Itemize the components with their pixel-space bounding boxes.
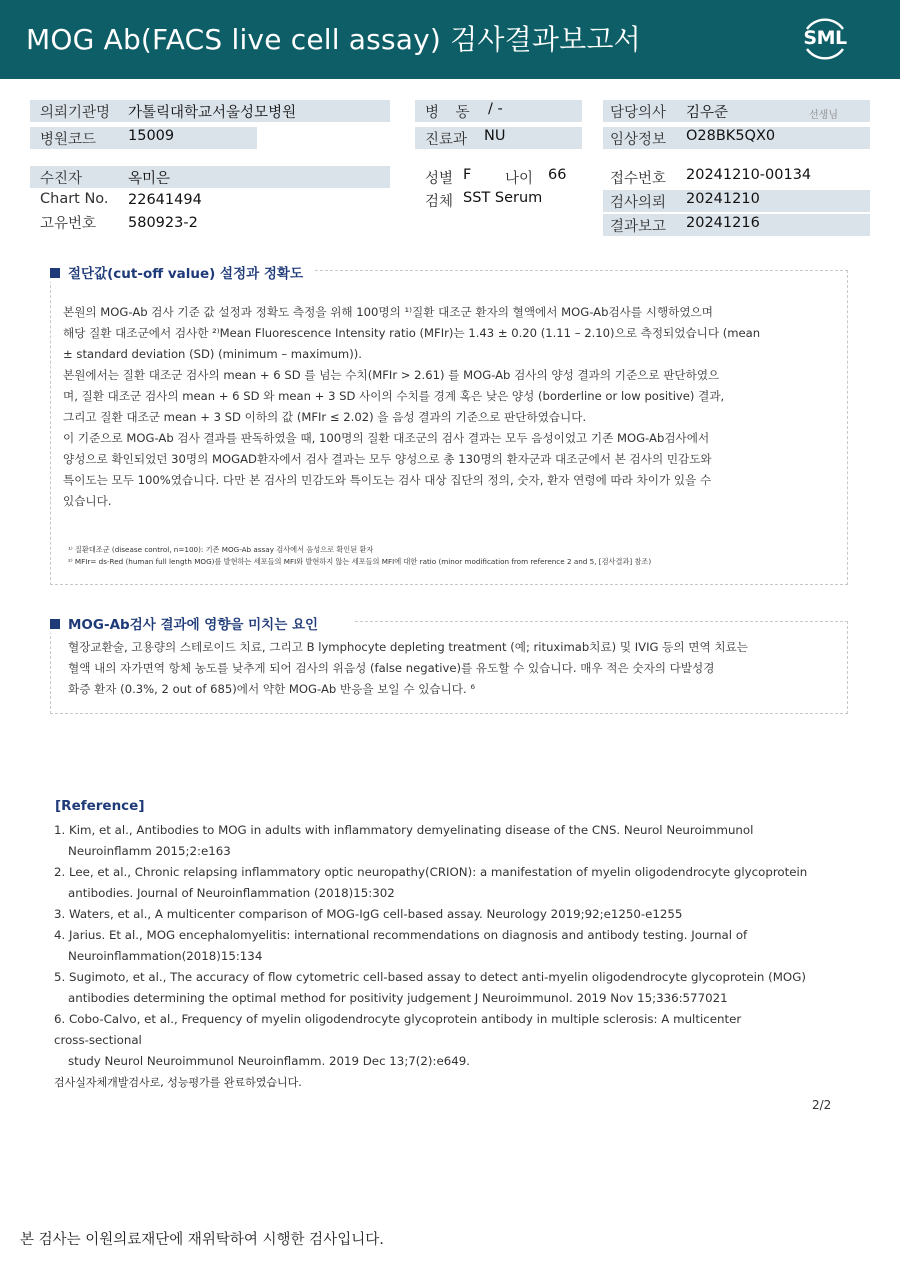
section-bullet-icon [50, 268, 60, 278]
cutoff-section-body [63, 302, 760, 512]
cutoff-section-title [50, 262, 313, 282]
paragraph-line: 본원에서는 질환 대조군 검사의 mean + 6 SD 를 넘는 수치(MFIr > 2.61) 를 MOG-Ab 검사의 양성 결과의 기준으로 판단하였으 [63, 368, 720, 382]
reference-item-cont: study Neurol Neuroimmunol Neuroinflamm. 2019 Dec 13;7(2):e649. [68, 1054, 471, 1068]
request-value: 20241210 [686, 191, 760, 207]
reference-list [54, 820, 807, 1072]
reference-item: 3. Waters, et al., A multicenter comparison of MOG-IgG cell-based assay. Neurology 2019;92;e1250-e1255 [54, 907, 683, 921]
paragraph-line: 이 기준으로 MOG-Ab 검사 결과를 판독하였을 때, 100명의 질환 대조군의 검사 결과는 모두 음성이었고 기존 MOG-Ab검사에서 [63, 431, 710, 445]
paragraph-line: 있습니다. [63, 494, 112, 508]
reference-title: [Reference] [55, 798, 145, 814]
reference-item-cont: antibodies. Journal of Neuroinflammation (2018)15:302 [68, 886, 395, 900]
reference-item-cont: antibodies determining the optimal method for positivity judgement J Neuroimmunol. 2019 Nov 15;336:577021 [68, 991, 728, 1005]
factors-section-title [50, 613, 328, 633]
reference-item-cont: cross-sectional [54, 1033, 142, 1047]
ward-label: 병 동 [425, 105, 476, 121]
institution-label: 의뢰기관명 [40, 105, 111, 121]
cutoff-section-top-border [300, 270, 848, 271]
sex-label: 성별 [425, 171, 454, 187]
paragraph-line: 혈장교환술, 고용량의 스테로이드 치료, 그리고 B lymphocyte depleting treatment (예; rituximab치료) 및 IVIG 등의 면역 치료는 [68, 640, 748, 654]
paragraph-line: 며, 질환 대조군 검사의 mean + 6 SD 와 mean + 3 SD 사이의 수치를 경계 혹은 낮은 양성 (borderline or low positive) 결과, [63, 389, 725, 403]
sml-logo-icon [798, 12, 852, 66]
reference-item: 4. Jarius. Et al., MOG encephalomyelitis: international recommendations on diagnosis and antibody testing. Journal of [54, 928, 748, 942]
footnote-2: ²⁾ MFIr= ds-Red (human full length MOG)를 발현하는 세포들의 MFI와 발현하지 않는 세포들의 MFI에 대한 ratio (minor modification from reference 2 and 5, [검사결과] 참조) [68, 557, 652, 566]
logo-text: SML [803, 27, 847, 49]
receipt-label: 접수번호 [610, 171, 667, 187]
hospital-code-value: 15009 [128, 128, 175, 144]
receipt-value: 20241210-00134 [686, 167, 812, 183]
page-number: 2/2 [812, 1098, 832, 1112]
paragraph-line: 양성으로 확인되었던 30명의 MOGAD환자에서 검사 결과는 모두 양성으로 총 130명의 환자군과 대조군에서 본 검사의 민감도와 [63, 452, 712, 466]
section-bullet-icon [50, 619, 60, 629]
patient-value: 옥미은 [128, 171, 171, 187]
patient-label: 수진자 [40, 171, 83, 187]
clinical-value: O28BK5QX0 [686, 128, 776, 144]
patient-row-bg [30, 166, 390, 188]
doctor-suffix: 선생님 [809, 110, 838, 121]
specimen-value: SST Serum [463, 190, 543, 206]
cutoff-section-title-text: 절단값(cut-off value) 설정과 정확도 [68, 266, 303, 282]
certification-note: 검사실자체개발검사로, 성능평가를 완료하였습니다. [54, 1076, 302, 1089]
dept-value: NU [484, 128, 506, 144]
uid-label: 고유번호 [40, 216, 97, 232]
doctor-label: 담당의사 [610, 105, 667, 121]
sex-value: F [463, 167, 472, 183]
reference-item: 5. Sugimoto, et al., The accuracy of flow cytometric cell-based assay to detect anti-myelin oligodendrocyte glycoprotein (MOG) [54, 970, 806, 984]
reference-item: 2. Lee, et al., Chronic relapsing inflammatory optic neuropathy(CRION): a manifestation of myelin oligodendrocyte glycoprotein [54, 865, 808, 879]
request-label: 검사의뢰 [610, 195, 667, 211]
specimen-label: 검체 [425, 194, 454, 210]
paragraph-line: 혈액 내의 자가면역 항체 농도를 낮추게 되어 검사의 위음성 (false negative)를 유도할 수 있습니다. 매우 적은 숫자의 다발성경 [68, 661, 715, 675]
age-label: 나이 [505, 171, 534, 187]
clinical-label: 임상정보 [610, 132, 667, 148]
doctor-value: 김우준 [686, 105, 729, 121]
reference-item: 6. Cobo-Calvo, et al., Frequency of myelin oligodendrocyte glycoprotein antibody in multiple sclerosis: A multicenter [54, 1012, 742, 1026]
paragraph-line: 그리고 질환 대조군 mean + 3 SD 이하의 값 (MFIr ≤ 2.02) 을 음성 결과의 기준으로 판단하였습니다. [63, 410, 587, 424]
institution-value: 가톨릭대학교서울성모병원 [128, 105, 297, 121]
dept-label: 진료과 [425, 132, 468, 148]
report-label: 결과보고 [610, 219, 667, 235]
chart-label: Chart No. [40, 191, 109, 207]
report-title: MOG Ab(FACS live cell assay) 검사결과보고서 [26, 23, 641, 56]
reference-item: 1. Kim, et al., Antibodies to MOG in adults with inflammatory demyelinating disease of the CNS. Neurol Neuroimmunol [54, 823, 754, 837]
paragraph-line: 본원의 MOG-Ab 검사 기준 값 설정과 정확도 측정을 위해 100명의 ¹⁾질환 대조군 환자의 혈액에서 MOG-Ab검사를 시행하였으며 [63, 305, 713, 319]
ward-value: / - [488, 101, 503, 117]
hospital-code-label: 병원코드 [40, 132, 97, 148]
uid-value: 580923-2 [128, 215, 198, 231]
paragraph-line: ± standard deviation (SD) (minimum – maximum)). [63, 347, 362, 361]
factors-section-body [68, 637, 748, 700]
reference-item-cont: Neuroinflamm 2015;2:e163 [68, 844, 231, 858]
report-value: 20241216 [686, 215, 760, 231]
factors-section-title-text: MOG-Ab검사 결과에 영향을 미치는 요인 [68, 617, 319, 633]
footer-note: 본 검사는 이원의료재단에 재위탁하여 시행한 검사입니다. [20, 1232, 384, 1248]
factors-section-top-border [355, 621, 848, 622]
reference-item-cont: Neuroinflammation(2018)15:134 [68, 949, 263, 963]
chart-value: 22641494 [128, 192, 202, 208]
age-value: 66 [548, 167, 567, 183]
paragraph-line: 특이도는 모두 100%였습니다. 다만 본 검사의 민감도와 특이도는 검사 대상 집단의 정의, 숫자, 환자 연령에 따라 차이가 있을 수 [63, 473, 712, 487]
footnote-1: ¹⁾ 질환대조군 (disease control, n=100): 기존 MOG-Ab assay 검사에서 음성으로 확인된 환자 [68, 545, 374, 554]
report-header [0, 0, 900, 79]
paragraph-line: 화증 환자 (0.3%, 2 out of 685)에서 약한 MOG-Ab 반응을 보일 수 있습니다. ⁶ [68, 682, 476, 696]
paragraph-line: 해당 질환 대조군에서 검사한 ²⁾Mean Fluorescence Intensity ratio (MFIr)는 1.43 ± 0.20 (1.11 – 2.10)으로 측정되었습니다 (mean [63, 326, 761, 340]
